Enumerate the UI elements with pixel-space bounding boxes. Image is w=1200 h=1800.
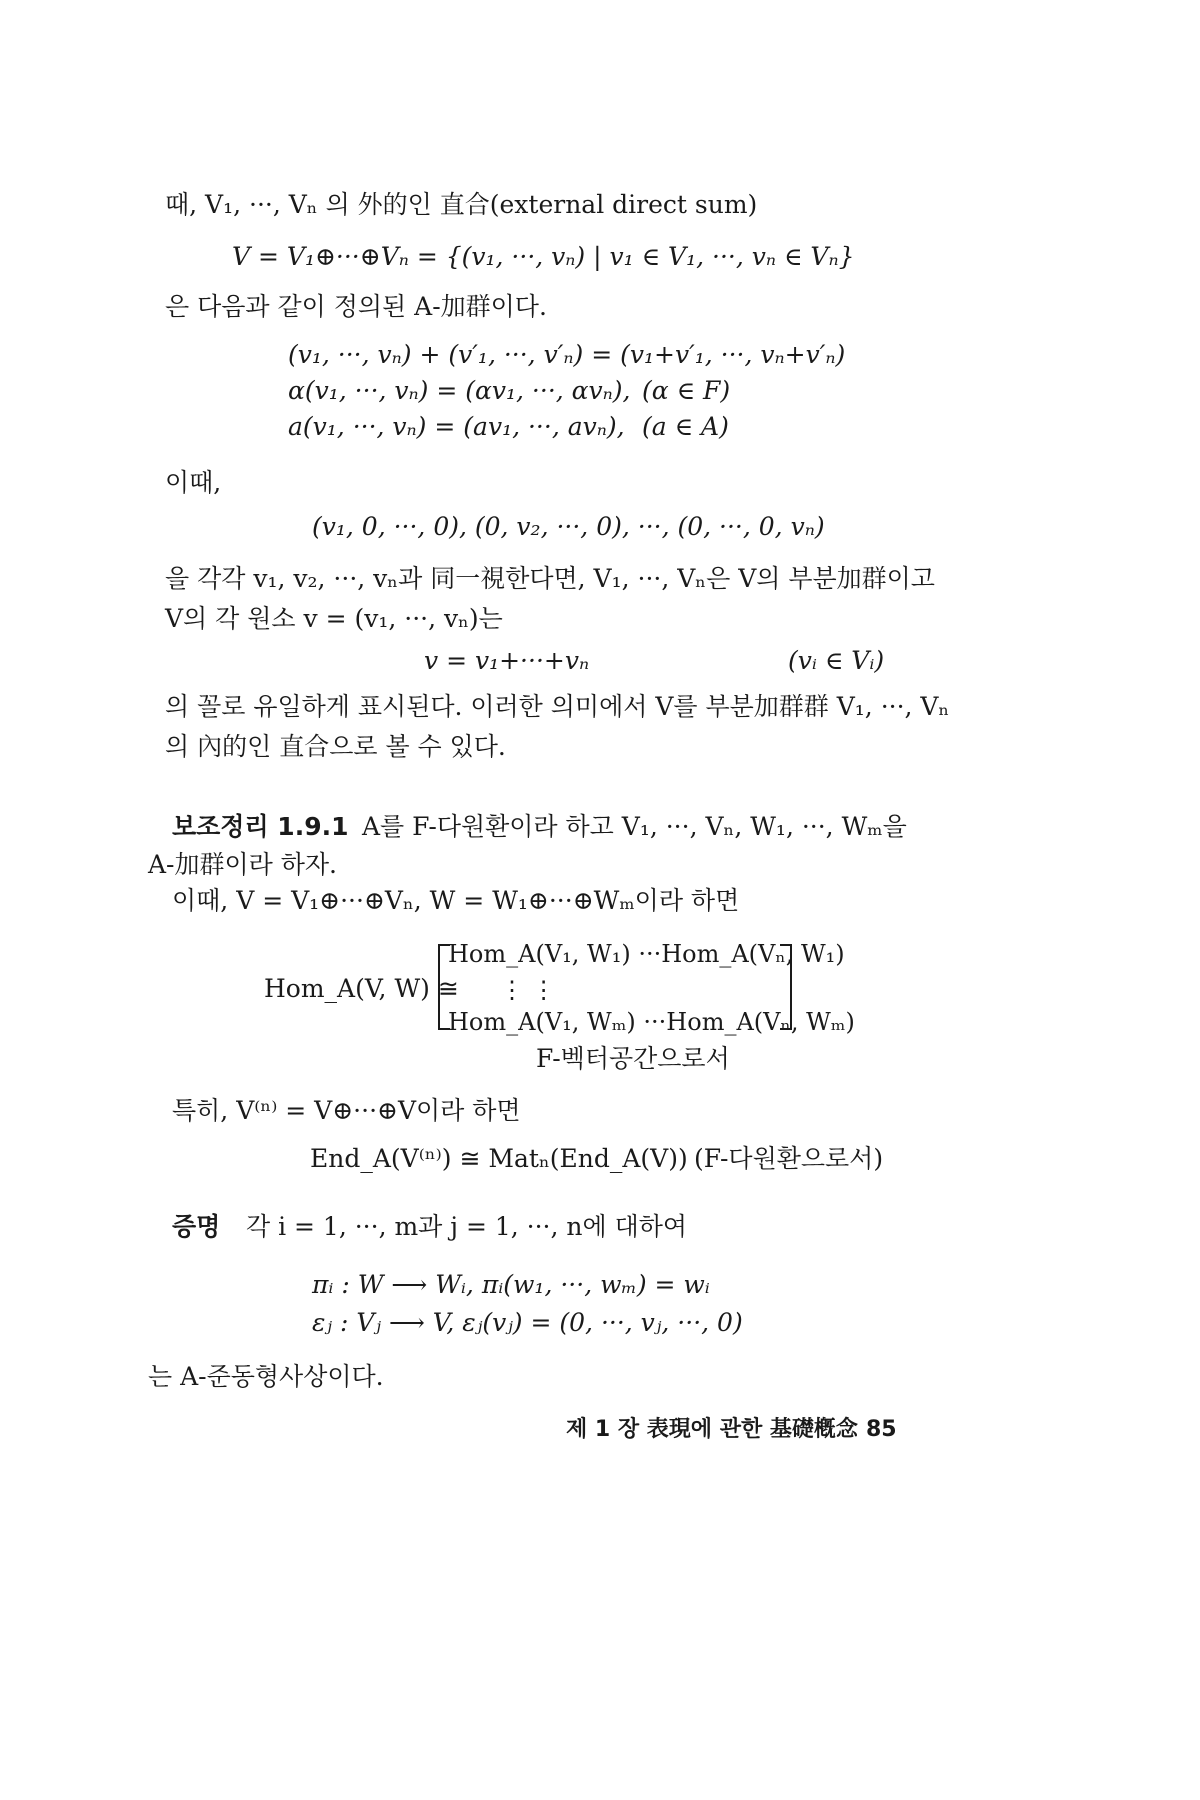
tuples-equation: (v₁, 0, ···, 0), (0, v₂, ···, 0), ···, (0, ···, 0, vₙ) <box>312 512 825 541</box>
text-line: 때, V₁, ···, Vₙ 의 外的인 直合(external direct sum) <box>165 190 758 219</box>
lemma-label: 보조정리 1.9.1 <box>172 812 349 841</box>
text-line: 의 內的인 直合으로 볼 수 있다. <box>165 732 506 761</box>
matrix-row-1: Hom_A(V₁, W₁) ···Hom_A(Vₙ, W₁) <box>448 940 845 968</box>
end-note: (F-다원환으로서) <box>694 1144 884 1173</box>
condition-algebra: (a ∈ A) <box>642 412 729 441</box>
condition-field: (α ∈ F) <box>642 376 731 405</box>
text-line: A-加群이라 하자. <box>148 850 337 879</box>
text-line: V의 각 원소 v = (v₁, ···, vₙ)는 <box>165 604 503 633</box>
end-equation: End_A(V⁽ⁿ⁾) ≅ Matₙ(End_A(V)) <box>310 1144 688 1173</box>
text-line: 을 각각 v₁, v₂, ···, vₙ과 同一視한다면, V₁, ···, Vₙ은 V의 부분加群이고 <box>165 564 935 593</box>
matrix-row-2: ⋮ ⋮ <box>500 976 556 1004</box>
text-line: A를 F-다원환이라 하고 V₁, ···, Vₙ, W₁, ···, Wₘ을 <box>362 812 907 841</box>
text-line: 각 i = 1, ···, m과 j = 1, ···, n에 대하여 <box>246 1212 688 1241</box>
sum-condition: (vᵢ ∈ Vᵢ) <box>788 646 885 675</box>
text-line: 은 다음과 같이 정의된 A-加群이다. <box>165 292 547 321</box>
text-line: 의 꼴로 유일하게 표시된다. 이러한 의미에서 V를 부분加群群 V₁, ···, Vₙ <box>165 692 950 721</box>
page-number: 85 <box>866 1417 897 1442</box>
text-line: 는 A-준동형사상이다. <box>148 1362 384 1391</box>
definition-addition: (v₁, ···, vₙ) + (v′₁, ···, v′ₙ) = (v₁+v′₁, ···, vₙ+v′ₙ) <box>288 340 846 369</box>
hom-lhs: Hom_A(V, W) ≅ <box>264 974 459 1003</box>
chapter-footer: 제 1 장 表現에 관한 基礎槪念 <box>566 1417 858 1442</box>
injection-equation: εⱼ : Vⱼ ⟶ V, εⱼ(vⱼ) = (0, ···, vⱼ, ···, 0) <box>312 1308 743 1337</box>
definition-scalar-algebra: a(v₁, ···, vₙ) = (av₁, ···, avₙ), <box>288 412 625 441</box>
text-line: 이때, V = V₁⊕···⊕Vₙ, W = W₁⊕···⊕Wₘ이라 하면 <box>172 886 740 915</box>
text-line: 이때, <box>165 468 222 497</box>
text-line: 특히, V⁽ⁿ⁾ = V⊕···⊕V이라 하면 <box>172 1096 521 1125</box>
proof-label: 증명 <box>172 1212 221 1241</box>
matrix-row-3: Hom_A(V₁, Wₘ) ···Hom_A(Vₙ, Wₘ) <box>448 1008 855 1036</box>
definition-scalar-field: α(v₁, ···, vₙ) = (αv₁, ···, αvₙ), <box>288 376 631 405</box>
direct-sum-equation: V = V₁⊕···⊕Vₙ = {(v₁, ···, vₙ) | v₁ ∈ V₁, ···, vₙ ∈ Vₙ} <box>232 242 855 271</box>
sum-equation: v = v₁+···+vₙ <box>424 646 590 675</box>
matrix-note: F-벡터공간으로서 <box>536 1044 730 1073</box>
projection-equation: πᵢ : W ⟶ Wᵢ, πᵢ(w₁, ···, wₘ) = wᵢ <box>312 1270 710 1299</box>
